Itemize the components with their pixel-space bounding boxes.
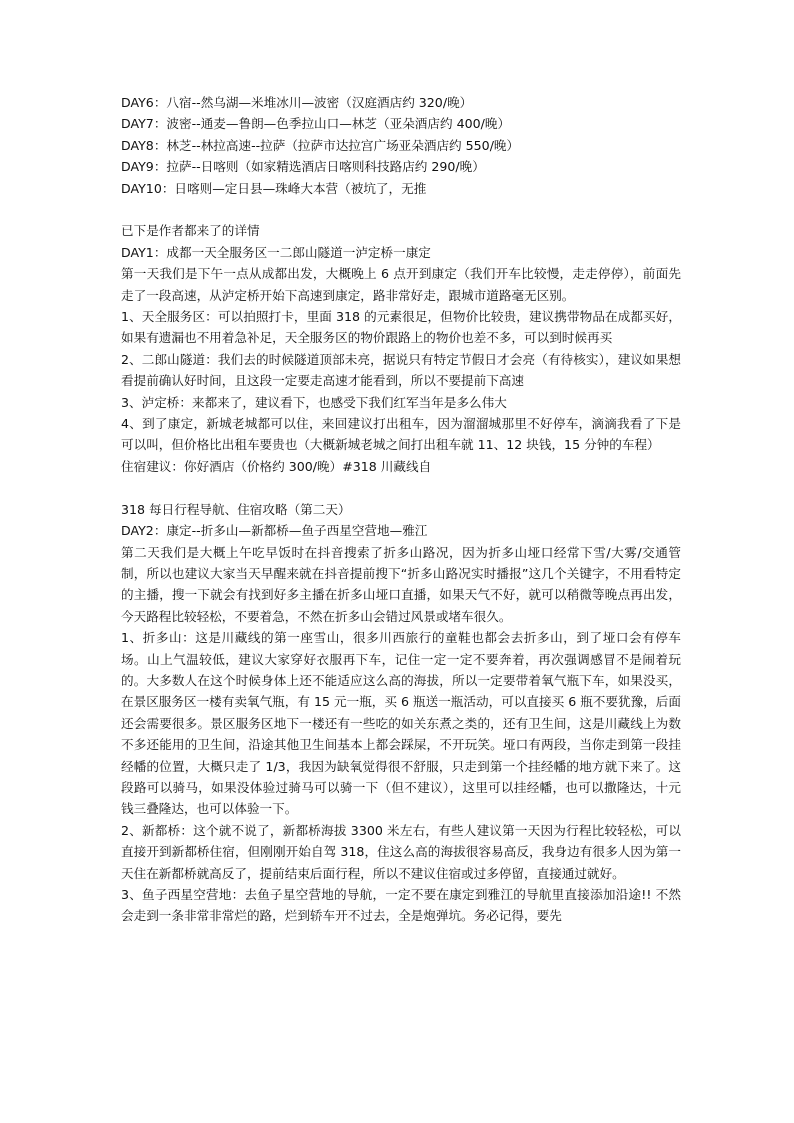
day1-lodging: 住宿建议：你好酒店（价格约 300/晚）#318 川藏线自 bbox=[121, 458, 432, 474]
itinerary-day8: DAY8：林芝--林拉高速--拉萨（拉萨市达拉宫广场亚朵酒店约 550/晚） bbox=[121, 137, 520, 153]
itinerary-day7: DAY7：波密--通麦—鲁朗—色季拉山口—林芝（亚朵酒店约 400/晚） bbox=[121, 116, 511, 132]
day2-yuzixi: 3、鱼子西星空营地：去鱼子星空营地的导航，一定不要在康定到雅江的导航里直接添加沿途!! 不然会走到一条非常非常烂的路，烂到轿车开不过去，全是炮弹坑。务必记得，要先 bbox=[121, 887, 681, 924]
day1-heading: DAY1：成都一天全服务区一二郎山隧道一泸定桥一康定 bbox=[121, 244, 431, 260]
day2-xinduqiao: 2、新都桥：这个就不说了，新都桥海拔 3300 米左右，有些人建议第一天因为行程比较轻松，可以直接开到新都桥住宿，但刚刚开始自驾 318，住这么高的海拔很容易高反，我身边有很多人因为第一天住在新都桥就高反了，提前结束后面行程，所以不建议住宿或过多停留，直接通过就好。 bbox=[121, 822, 681, 881]
day2-zheduoshan: 1、折多山：这是川藏线的第一座雪山，很多川西旅行的童鞋也都会去折多山，到了垭口会有停车场。山上气温较低，建议大家穿好衣服再下车，记住一定一定不要奔着，再次强调感冒不是闹着玩的。大多数人在这个时候身体上还不能适应这么高的海拔，所以一定要带着氧气瓶下车，如果没买，在景区服务区一楼有卖氧气瓶，有 15 元一瓶，买 6 瓶送一瓶活动，可以直接买 6 瓶不要犹豫，后面还会需要很多。景区服务区地下一楼还有一些吃的如关东煮之类的，还有卫生间，这是川藏线上为数不多还能用的卫生间，沿途其他卫生间基本上都会踩屎，不开玩笑。垭口有两段，当你走到第一段挂经幡的位置，大概只走了 1/3，我因为缺氧觉得很不舒服，只走到第一个挂经幡的地方就下来了。这段路可以骑马，如果没体验过骑马可以骑一下（但不建议），这里可以挂经幡，也可以撒隆达，十元钱三叠隆达，也可以体验一下。 bbox=[121, 630, 681, 817]
day2-section-title: 318 每日行程导航、住宿攻略（第二天） bbox=[121, 501, 351, 517]
day2-heading: DAY2：康定--折多山—新都桥—鱼子西星空营地—雅江 bbox=[121, 523, 428, 539]
day1-ludingqiao: 3、泸定桥：来都来了，建议看下，也感受下我们红军当年是多么伟大 bbox=[121, 394, 507, 410]
day1-tianquan: 1、天全服务区：可以拍照打卡，里面 318 的元素很足，但物价比较贵，建议携带物品在成都买好，如果有遗漏也不用着急补足，天全服务区的物价跟路上的物价也差不多，可以到时候再买 bbox=[121, 309, 681, 346]
day1-kangding: 4、到了康定，新城老城都可以住，来回建议打出租车，因为溜溜城那里不好停车，滴滴我看了下是可以叫，但价格比出租车要贵也（大概新城老城之间打出租车就 11、12 块钱，15 分钟的车程） bbox=[121, 416, 681, 453]
spacer bbox=[121, 199, 681, 220]
itinerary-day9: DAY9：拉萨--日喀则（如家精选酒店日喀则科技路店约 290/晚） bbox=[121, 159, 485, 175]
itinerary-day6: DAY6：八宿--然乌湖—米堆冰川—波密（汉庭酒店约 320/晚） bbox=[121, 95, 473, 110]
day1-erlangshan: 2、二郎山隧道：我们去的时候隧道顶部未亮，据说只有特定节假日才会亮（有待核实），建议如果想看提前确认好时间，且这段一定要走高速才能看到，所以不要提前下高速 bbox=[121, 351, 681, 389]
document-page bbox=[121, 92, 681, 927]
spacer bbox=[121, 477, 681, 498]
day2-overview: 第二天我们是大概上午吃早饭时在抖音搜索了折多山路况，因为折多山垭口经常下雪/大雾/交通管制，所以也建议大家当天早醒来就在抖音提前搜下“折多山路况实时播报”这几个关键字，不用看特定的主播，搜一下就会有找到好多主播在折多山垭口直播，如果天气不好，就可以稍微等晚点再出发，今天路程比较轻松，不要着急，不然在折多山会错过风景或堵车很久。 bbox=[121, 544, 681, 624]
itinerary-day10: DAY10：日喀则—定日县—珠峰大本营（被坑了，无推 bbox=[121, 180, 427, 196]
day1-overview: 第一天我们是下午一点从成都出发，大概晚上 6 点开到康定（我们开车比较慢，走走停停），前面先走了一段高速，从泸定桥开始下高速到康定，路非常好走，跟城市道路毫无区别。 bbox=[121, 266, 681, 303]
details-intro: 已下是作者都来了的详情 bbox=[121, 223, 260, 239]
